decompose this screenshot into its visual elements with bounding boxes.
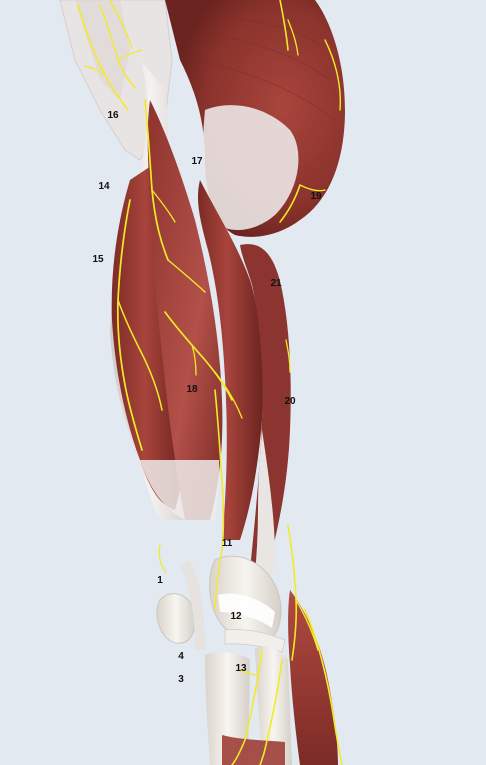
marker-12[interactable]: 12 xyxy=(230,611,242,622)
marker-21[interactable]: 21 xyxy=(270,278,282,289)
marker-15[interactable]: 15 xyxy=(92,254,104,265)
marker-14[interactable]: 14 xyxy=(98,181,110,192)
marker-16[interactable]: 16 xyxy=(107,110,119,121)
patella[interactable] xyxy=(157,594,195,644)
marker-20[interactable]: 20 xyxy=(284,396,296,407)
marker-3[interactable]: 3 xyxy=(178,674,184,685)
marker-18[interactable]: 18 xyxy=(186,384,198,395)
marker-4[interactable]: 4 xyxy=(178,651,184,662)
marker-11[interactable]: 11 xyxy=(221,538,233,549)
marker-19[interactable]: 19 xyxy=(310,191,322,202)
marker-1[interactable]: 1 xyxy=(157,575,163,586)
marker-17[interactable]: 17 xyxy=(191,156,203,167)
marker-13[interactable]: 13 xyxy=(235,663,247,674)
